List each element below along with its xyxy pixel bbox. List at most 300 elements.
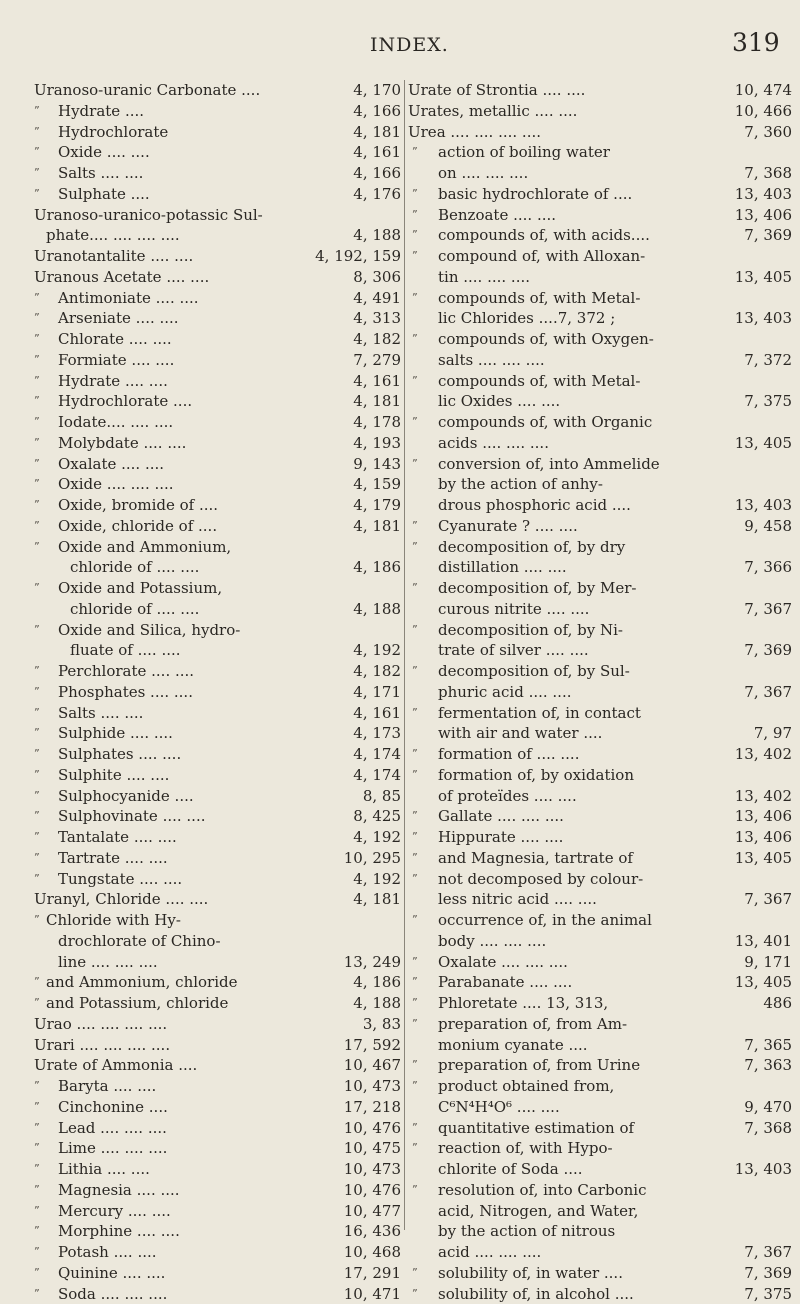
index-entry [34,495,401,516]
ditto-mark: ” [412,142,418,163]
column-divider [404,80,405,1230]
index-entry [34,703,401,724]
index-entry-text: chlorite of Soda .... [438,1159,583,1180]
index-entry [408,122,792,143]
ditto-mark: ” [34,329,40,350]
page-reference: 13, 406 [735,806,792,827]
index-entry-text: Sulphovinate .... .... [58,806,206,827]
page-reference: 9, 470 [744,1097,792,1118]
ditto-mark: ” [412,661,418,682]
index-entry [34,723,401,744]
page-reference: 7, 367 [744,1242,792,1263]
index-entry-text: decomposition of, by Ni- [438,620,623,641]
index-entry [408,391,792,412]
index-entry-text: drous phosphoric acid .... [438,495,631,516]
index-entry-text: Tungstate .... .... [58,869,182,890]
index-entry [408,1035,792,1056]
page-reference: 4, 181 [353,889,401,910]
index-entry [34,1284,401,1304]
index-entry-text: Cinchonine .... [58,1097,168,1118]
index-entry-text: reaction of, with Hypo- [438,1138,613,1159]
ditto-mark: ” [34,474,40,495]
index-entry-text: resolution of, into Carbonic [438,1180,646,1201]
index-entry [408,1118,792,1139]
index-entry-text: acid .... .... .... [438,1242,541,1263]
index-entry [34,578,401,599]
page-reference: 4, 192, 159 [315,246,401,267]
index-entry-text: Arseniate .... .... [58,308,179,329]
index-entry-text: Urate of Strontia .... .... [408,80,585,101]
index-entry-text: Benzoate .... .... [438,205,556,226]
index-entry-text: Lithia .... .... [58,1159,150,1180]
page-reference: 4, 179 [353,495,401,516]
ditto-mark: ” [34,163,40,184]
index-entry-text: Magnesia .... .... [58,1180,180,1201]
ditto-mark: ” [412,972,418,993]
index-entry-text: Antimoniate .... .... [58,288,199,309]
page-reference: 13, 403 [735,1159,792,1180]
index-entry-text: phuric acid .... .... [438,682,571,703]
index-entry-text: decomposition of, by Mer- [438,578,636,599]
index-entry-text: with air and water .... [438,723,602,744]
index-entry-text: Lime .... .... .... [58,1138,167,1159]
index-entry-text: conversion of, into Ammelide [438,454,660,475]
index-entry [408,412,792,433]
page-reference: 7, 367 [744,599,792,620]
index-entry-text: Tartrate .... .... [58,848,168,869]
page-reference: 9, 143 [353,454,401,475]
ditto-mark: ” [34,537,40,558]
ditto-mark: ” [412,848,418,869]
page-reference: 10, 471 [344,1284,401,1304]
index-entry [34,1138,401,1159]
index-entry-text: fermentation of, in contact [438,703,641,724]
ditto-mark: ” [412,1118,418,1139]
index-entry-text: not decomposed by colour- [438,869,643,890]
index-entry [408,288,792,309]
ditto-mark: ” [412,869,418,890]
index-entry [34,1201,401,1222]
index-entry-text: solubility of, in water .... [438,1263,623,1284]
page-reference: 7, 369 [744,1263,792,1284]
page-reference: 16, 436 [344,1221,401,1242]
ditto-mark: ” [412,952,418,973]
index-entry-text: formation of, by oxidation [438,765,634,786]
page-reference: 9, 458 [744,516,792,537]
ditto-mark: ” [34,1118,40,1139]
ditto-mark: ” [412,1138,418,1159]
page-reference: 13, 405 [735,433,792,454]
index-entry-text: monium cyanate .... [438,1035,588,1056]
page-reference: 7, 369 [744,225,792,246]
ditto-mark: ” [412,703,418,724]
index-entry-text: Oxide .... .... .... [58,474,174,495]
ditto-mark: ” [34,1221,40,1242]
page-reference: 7, 360 [744,122,792,143]
index-entry [34,1014,401,1035]
ditto-mark: ” [34,869,40,890]
index-entry [34,391,401,412]
index-entry-text: Potash .... .... [58,1242,157,1263]
index-entry-text: lic Oxides .... .... [438,391,560,412]
ditto-mark: ” [34,433,40,454]
index-entry [408,371,792,392]
index-entry-text: decomposition of, by dry [438,537,625,558]
page-reference: 13, 249 [344,952,401,973]
page-reference: 13, 403 [735,495,792,516]
index-entry [34,1055,401,1076]
ditto-mark: ” [412,225,418,246]
index-entry [408,827,792,848]
index-entry-text: Urao .... .... .... .... [34,1014,167,1035]
page-reference: 10, 476 [344,1118,401,1139]
index-entry [34,1097,401,1118]
index-entry-text: Phosphates .... .... [58,682,193,703]
index-entry [408,889,792,910]
ditto-mark: ” [412,806,418,827]
ditto-mark: ” [412,288,418,309]
index-entry-text: decomposition of, by Sul- [438,661,630,682]
page-reference: 4, 182 [353,661,401,682]
page-reference: 4, 174 [353,765,401,786]
index-entry-text: Soda .... .... .... [58,1284,167,1304]
index-entry-text: Sulphate .... [58,184,150,205]
ditto-mark: ” [34,308,40,329]
index-entry [408,910,792,931]
ditto-mark: ” [412,184,418,205]
page-reference: 4, 313 [353,308,401,329]
ditto-mark: ” [34,412,40,433]
index-entry-text: acid, Nitrogen, and Water, [438,1201,638,1222]
index-entry [34,661,401,682]
index-entry [34,516,401,537]
index-entry [408,163,792,184]
index-entry [34,122,401,143]
page-reference: 9, 171 [744,952,792,973]
page-reference: 10, 474 [735,80,792,101]
page-reference: 17, 291 [344,1263,401,1284]
index-entry-text: action of boiling water [438,142,610,163]
index-entry-text: C⁶N⁴H⁴O⁶ .... .... [438,1097,560,1118]
index-entry-text: Iodate.... .... .... [58,412,173,433]
ditto-mark: ” [412,371,418,392]
index-entry [34,557,401,578]
page-reference: 8, 425 [353,806,401,827]
index-entry [34,1221,401,1242]
index-entry [408,1242,792,1263]
index-entry [408,703,792,724]
page-reference: 7, 367 [744,682,792,703]
index-entry [408,620,792,641]
ditto-mark: ” [34,620,40,641]
ditto-mark: ” [34,786,40,807]
ditto-mark: ” [412,910,418,931]
index-entry [408,350,792,371]
index-entry [408,225,792,246]
index-entry [34,1076,401,1097]
index-entry-text: Parabanate .... .... [438,972,572,993]
index-entry-text: trate of silver .... .... [438,640,589,661]
index-entry [34,1118,401,1139]
index-entry [34,267,401,288]
page-reference: 4, 192 [353,827,401,848]
index-entry [408,537,792,558]
index-entry-text: and Ammonium, chloride [46,972,238,993]
ditto-mark: ” [412,537,418,558]
index-entry-text: Sulphite .... .... [58,765,169,786]
page-reference: 7, 375 [744,1284,792,1304]
index-entry-text: by the action of anhy- [438,474,603,495]
index-entry [34,952,401,973]
index-entry-text: Hippurate .... .... [438,827,563,848]
index-entry-text: Hydrochlorate [58,122,168,143]
index-entry-text: phate.... .... .... .... [46,225,180,246]
index-entry [408,848,792,869]
page-reference: 7, 368 [744,1118,792,1139]
ditto-mark: ” [34,765,40,786]
index-entry [34,848,401,869]
index-entry [34,329,401,350]
index-entry-text: chloride of .... .... [70,599,199,620]
index-entry-text: Urari .... .... .... .... [34,1035,170,1056]
index-entry [34,765,401,786]
page-reference: 13, 402 [735,786,792,807]
index-entry-text: and Magnesia, tartrate of [438,848,633,869]
ditto-mark: ” [34,1242,40,1263]
index-entry-text: quantitative estimation of [438,1118,634,1139]
index-entry [34,142,401,163]
ditto-mark: ” [34,723,40,744]
index-entry [408,869,792,890]
ditto-mark: ” [34,371,40,392]
index-entry [408,744,792,765]
page-reference: 7, 375 [744,391,792,412]
page-reference: 4, 166 [353,101,401,122]
index-entry [34,1263,401,1284]
index-entry [34,827,401,848]
ditto-mark: ” [34,454,40,475]
index-entry [408,1138,792,1159]
index-entry [34,889,401,910]
page-reference: 7, 372 [744,350,792,371]
index-entry-text: Uranoso-uranic Carbonate .... [34,80,260,101]
index-entry [408,765,792,786]
page-reference: 4, 181 [353,516,401,537]
index-entry [408,972,792,993]
index-entry [34,640,401,661]
index-entry-text: Uranyl, Chloride .... .... [34,889,208,910]
index-entry-text: solubility of, in alcohol .... [438,1284,634,1304]
index-entry [408,101,792,122]
page-reference: 7, 279 [353,350,401,371]
page-reference: 4, 161 [353,703,401,724]
index-entry-text: less nitric acid .... .... [438,889,597,910]
index-entry-text: compounds of, with Organic [438,412,652,433]
ditto-mark: ” [34,848,40,869]
index-entry-text: Oxide, bromide of .... [58,495,218,516]
ditto-mark: ” [34,1263,40,1284]
index-entry [408,931,792,952]
index-entry [34,537,401,558]
index-entry-text: Oxalate .... .... .... [438,952,568,973]
index-entry [34,1035,401,1056]
page-reference: 4, 188 [353,599,401,620]
index-entry-text: occurrence of, in the animal [438,910,652,931]
page-reference: 4, 178 [353,412,401,433]
index-entry [34,205,401,226]
index-entry [408,1201,792,1222]
page-reference: 7, 367 [744,889,792,910]
index-entry-text: Baryta .... .... [58,1076,156,1097]
page-reference: 10, 468 [344,1242,401,1263]
page-reference: 8, 85 [363,786,401,807]
ditto-mark: ” [412,765,418,786]
index-entry-text: Tantalate .... .... [58,827,177,848]
index-entry [408,1221,792,1242]
index-entry [34,225,401,246]
index-entry-text: Oxalate .... .... [58,454,164,475]
page-reference: 4, 166 [353,163,401,184]
page-reference: 13, 403 [735,308,792,329]
index-entry [408,723,792,744]
index-entry [34,599,401,620]
ditto-mark: ” [34,827,40,848]
page-reference: 4, 188 [353,225,401,246]
index-entry-text: Sulphates .... .... [58,744,181,765]
index-entry [408,329,792,350]
ditto-mark: ” [34,703,40,724]
index-entry-text: Chloride with Hy- [46,910,181,931]
index-entry-text: Oxide .... .... [58,142,150,163]
index-entry [408,786,792,807]
ditto-mark: ” [34,184,40,205]
page-reference: 4, 188 [353,993,401,1014]
index-entry-text: chloride of .... .... [70,557,199,578]
index-entry-text: distillation .... .... [438,557,567,578]
page-reference: 7, 369 [744,640,792,661]
index-entry-text: on .... .... .... [438,163,528,184]
page-reference: 4, 181 [353,122,401,143]
page-header [0,24,800,64]
page-reference: 13, 402 [735,744,792,765]
index-entry [34,1159,401,1180]
index-entry-text: compounds of, with acids.... [438,225,650,246]
index-entry-text: of proteïdes .... .... [438,786,577,807]
page-reference: 7, 363 [744,1055,792,1076]
index-entry-text: Salts .... .... [58,703,143,724]
index-entry [34,682,401,703]
ditto-mark: ” [34,578,40,599]
index-entry-text: Morphine .... .... [58,1221,180,1242]
ditto-mark: ” [412,1263,418,1284]
index-entry [408,205,792,226]
right-index-column [408,80,792,1304]
page-reference: 10, 477 [344,1201,401,1222]
ditto-mark: ” [412,516,418,537]
index-entry-text: Chlorate .... .... [58,329,172,350]
index-entry-text: basic hydrochlorate of .... [438,184,632,205]
index-entry-text: Uranotantalite .... .... [34,246,193,267]
page-reference: 4, 491 [353,288,401,309]
index-entry-text: and Potassium, chloride [46,993,228,1014]
ditto-mark: ” [34,993,40,1014]
index-entry-text: curous nitrite .... .... [438,599,589,620]
index-entry-text: Salts .... .... [58,163,143,184]
left-index-column [34,80,401,1304]
index-entry [34,184,401,205]
index-entry-text: Hydrochlorate .... [58,391,192,412]
index-entry [34,1242,401,1263]
index-entry [34,246,401,267]
index-entry-text: line .... .... .... [58,952,158,973]
index-entry [408,1014,792,1035]
page-reference: 4, 181 [353,391,401,412]
index-entry [408,993,792,1014]
index-entry [408,661,792,682]
ditto-mark: ” [412,1055,418,1076]
index-entry [408,516,792,537]
index-entry-text: Molybdate .... .... [58,433,186,454]
page-reference: 486 [763,993,792,1014]
ditto-mark: ” [34,1076,40,1097]
page-reference: 4, 159 [353,474,401,495]
index-entry [408,640,792,661]
page-reference: 10, 467 [344,1055,401,1076]
page-reference: 10, 473 [344,1159,401,1180]
index-entry [34,412,401,433]
page-reference: 10, 295 [344,848,401,869]
index-entry [408,952,792,973]
page-reference: 4, 176 [353,184,401,205]
index-entry [408,308,792,329]
index-entry-text: Hydrate .... [58,101,144,122]
ditto-mark: ” [412,454,418,475]
index-entry [34,910,401,931]
index-entry-text: Hydrate .... .... [58,371,168,392]
page-reference: 3, 83 [363,1014,401,1035]
index-entry-text: compounds of, with Metal- [438,288,640,309]
page-reference: 10, 473 [344,1076,401,1097]
ditto-mark: ” [34,288,40,309]
index-entry [34,454,401,475]
ditto-mark: ” [412,1284,418,1304]
index-entry-text: Sulphide .... .... [58,723,173,744]
index-entry [408,599,792,620]
index-entry-text: Uranoso-uranico-potassic Sul- [34,205,263,226]
index-entry [408,184,792,205]
index-entry-text: product obtained from, [438,1076,614,1097]
ditto-mark: ” [412,1014,418,1035]
index-entry [408,142,792,163]
index-entry [408,1284,792,1304]
index-entry-text: Urea .... .... .... .... [408,122,541,143]
index-entry-text: Perchlorate .... .... [58,661,194,682]
index-entry-text: Uranous Acetate .... .... [34,267,209,288]
ditto-mark: ” [34,122,40,143]
index-entry-text: compounds of, with Metal- [438,371,640,392]
ditto-mark: ” [412,827,418,848]
index-entry-text: formation of .... .... [438,744,579,765]
page-reference: 13, 405 [735,972,792,993]
ditto-mark: ” [34,516,40,537]
index-entry-text: preparation of, from Am- [438,1014,627,1035]
page-reference: 4, 171 [353,682,401,703]
ditto-mark: ” [34,350,40,371]
ditto-mark: ” [34,1201,40,1222]
index-entry [34,806,401,827]
page-reference: 4, 186 [353,972,401,993]
index-entry [408,1097,792,1118]
